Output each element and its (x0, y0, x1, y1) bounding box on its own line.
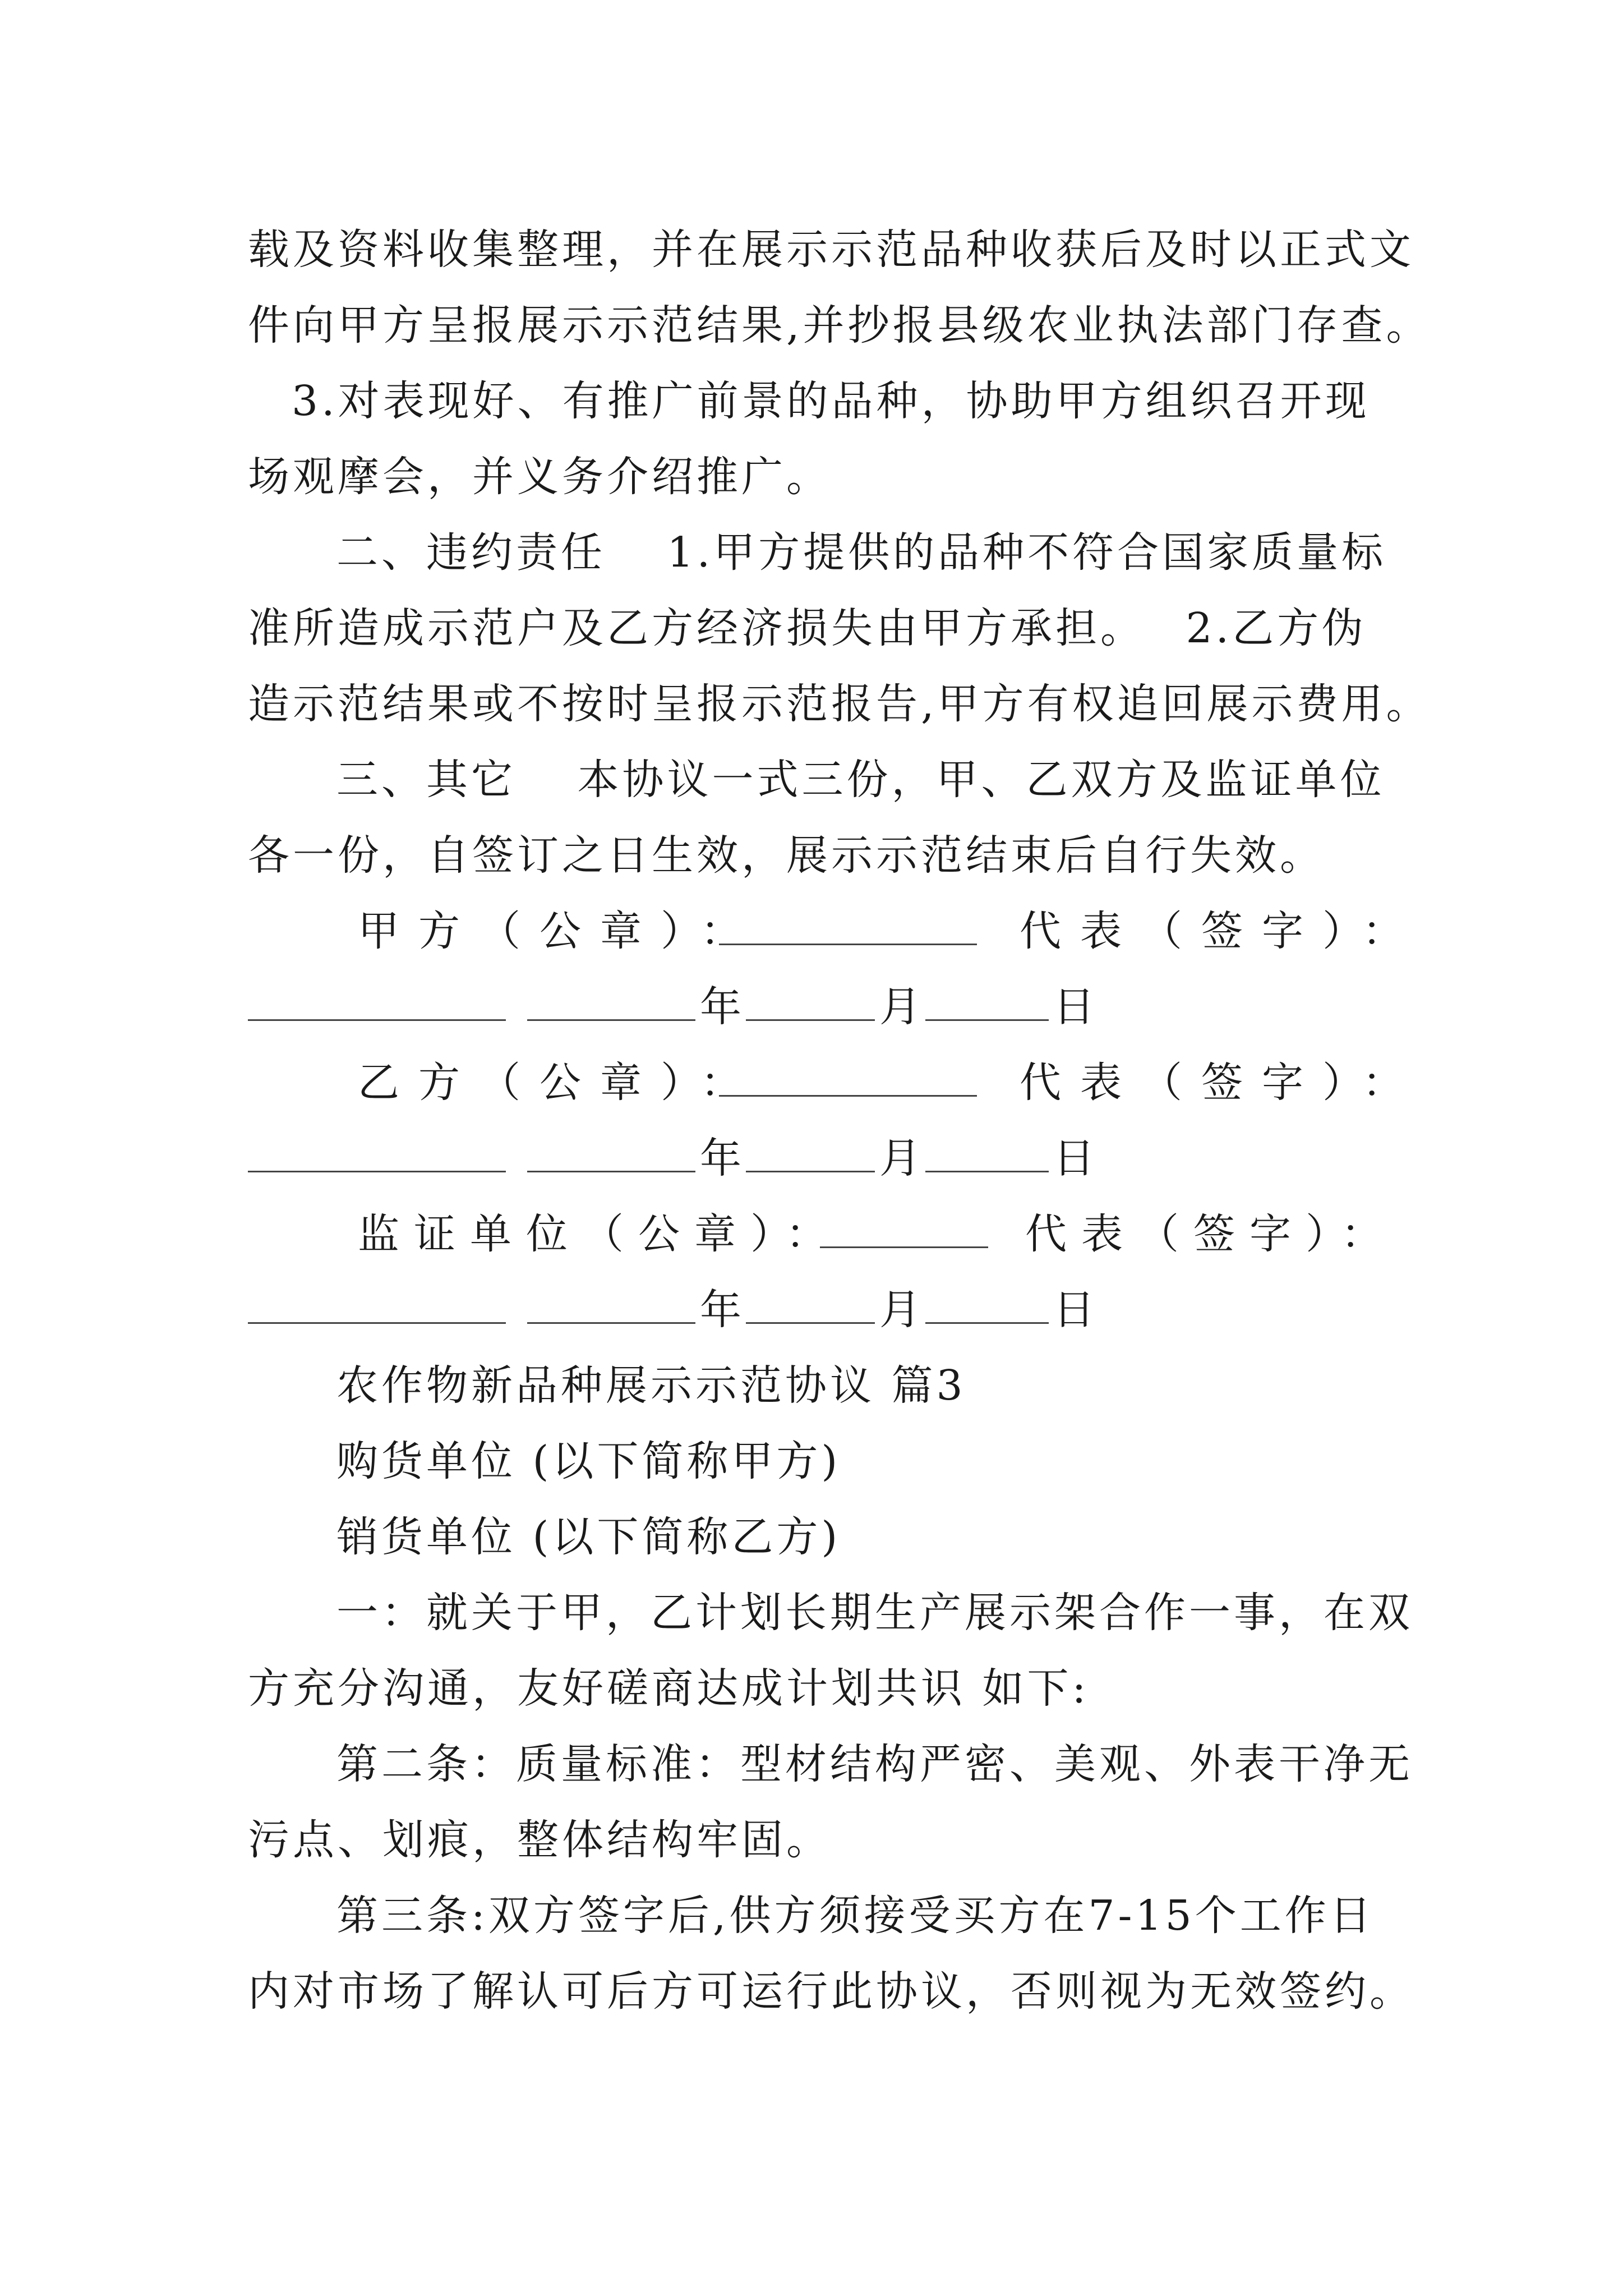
party-a-day-label: 日 (1053, 983, 1098, 1031)
article-three: 第三条:双方签字后,供方须接受买方在7-15个工作日 (336, 1892, 1375, 1940)
body-text-line: 3.对表现好、有推广前景的品种，协助甲方组织召开现 (292, 377, 1370, 425)
supervisor-rep-label: 代表（签字）： (1025, 1210, 1397, 1258)
party-a-seal-blank[interactable] (719, 904, 977, 945)
party-b-seal-blank[interactable] (719, 1056, 977, 1097)
party-b-seal-label: 乙方（公章）： (358, 1059, 761, 1107)
party-a-signature-blank[interactable] (248, 980, 506, 1021)
party-a-year-label: 年 (700, 983, 745, 1031)
party-a-month-label: 月 (879, 983, 924, 1031)
body-text-line: 场观摩会，并义务介绍推广。 (248, 453, 831, 501)
buyer-line: 购货单位 (以下简称甲方) (336, 1437, 841, 1485)
party-a-day-blank[interactable] (925, 980, 1049, 1021)
body-text-line: 造示范结果或不按时呈报示范报告,甲方有权追回展示费用。 (248, 680, 1431, 728)
party-b-month-label: 月 (879, 1134, 924, 1182)
body-text-line: 件向甲方呈报展示示范结果,并抄报县级农业执法部门存查。 (248, 301, 1431, 349)
party-b-rep-label: 代表（签字）： (1020, 1059, 1423, 1107)
party-a-seal-label: 甲方（公章）： (358, 907, 761, 955)
party-a-year-blank[interactable] (527, 980, 695, 1021)
supervisor-seal-blank[interactable] (820, 1207, 988, 1248)
party-b-month-blank[interactable] (746, 1131, 875, 1172)
body-text-line: 各一份，自签订之日生效，展示示范结束后自行失效。 (248, 831, 1325, 880)
article-two: 第二条：质量标准：型材结构严密、美观、外表干净无 (336, 1740, 1413, 1788)
supervisor-month-blank[interactable] (746, 1283, 875, 1324)
supervisor-year-label: 年 (700, 1286, 745, 1334)
body-text-line: 准所造成示范户及乙方经济损失由甲方承担。 2.乙方伪 (248, 604, 1367, 652)
supervisor-year-blank[interactable] (527, 1283, 695, 1324)
body-text-line: 方充分沟通，友好磋商达成计划共识 如下: (248, 1664, 1090, 1713)
supervisor-day-label: 日 (1053, 1286, 1098, 1334)
party-b-year-blank[interactable] (527, 1131, 695, 1172)
supervisor-month-label: 月 (879, 1286, 924, 1334)
section-other: 三、其它 本协议一式三份，甲、乙双方及监证单位 (336, 756, 1385, 804)
body-text-line: 一：就关于甲，乙计划长期生产展示架合作一事，在双 (336, 1589, 1413, 1637)
party-a-month-blank[interactable] (746, 980, 875, 1021)
body-text-line: 污点、划痕，整体结构牢固。 (248, 1816, 831, 1864)
body-text-line: 载及资料收集整理，并在展示示范品种收获后及时以正式文 (248, 226, 1414, 274)
agreement-heading: 农作物新品种展示示范协议 篇3 (336, 1361, 966, 1410)
body-text-line: 内对市场了解认可后方可运行此协议，否则视为无效签约。 (248, 1967, 1414, 2016)
party-a-rep-label: 代表（签字）： (1020, 907, 1423, 955)
party-b-year-label: 年 (700, 1134, 745, 1182)
party-b-signature-blank[interactable] (248, 1131, 506, 1172)
seller-line: 销货单位 (以下简称乙方) (336, 1513, 841, 1561)
party-b-day-label: 日 (1053, 1134, 1098, 1182)
section-breach-liability: 二、违约责任 1.甲方提供的品种不符合国家质量标 (336, 528, 1387, 577)
supervisor-day-blank[interactable] (925, 1283, 1049, 1324)
supervisor-seal-label: 监证单位（公章）： (358, 1210, 842, 1258)
supervisor-signature-blank[interactable] (248, 1283, 506, 1324)
party-b-day-blank[interactable] (925, 1131, 1049, 1172)
